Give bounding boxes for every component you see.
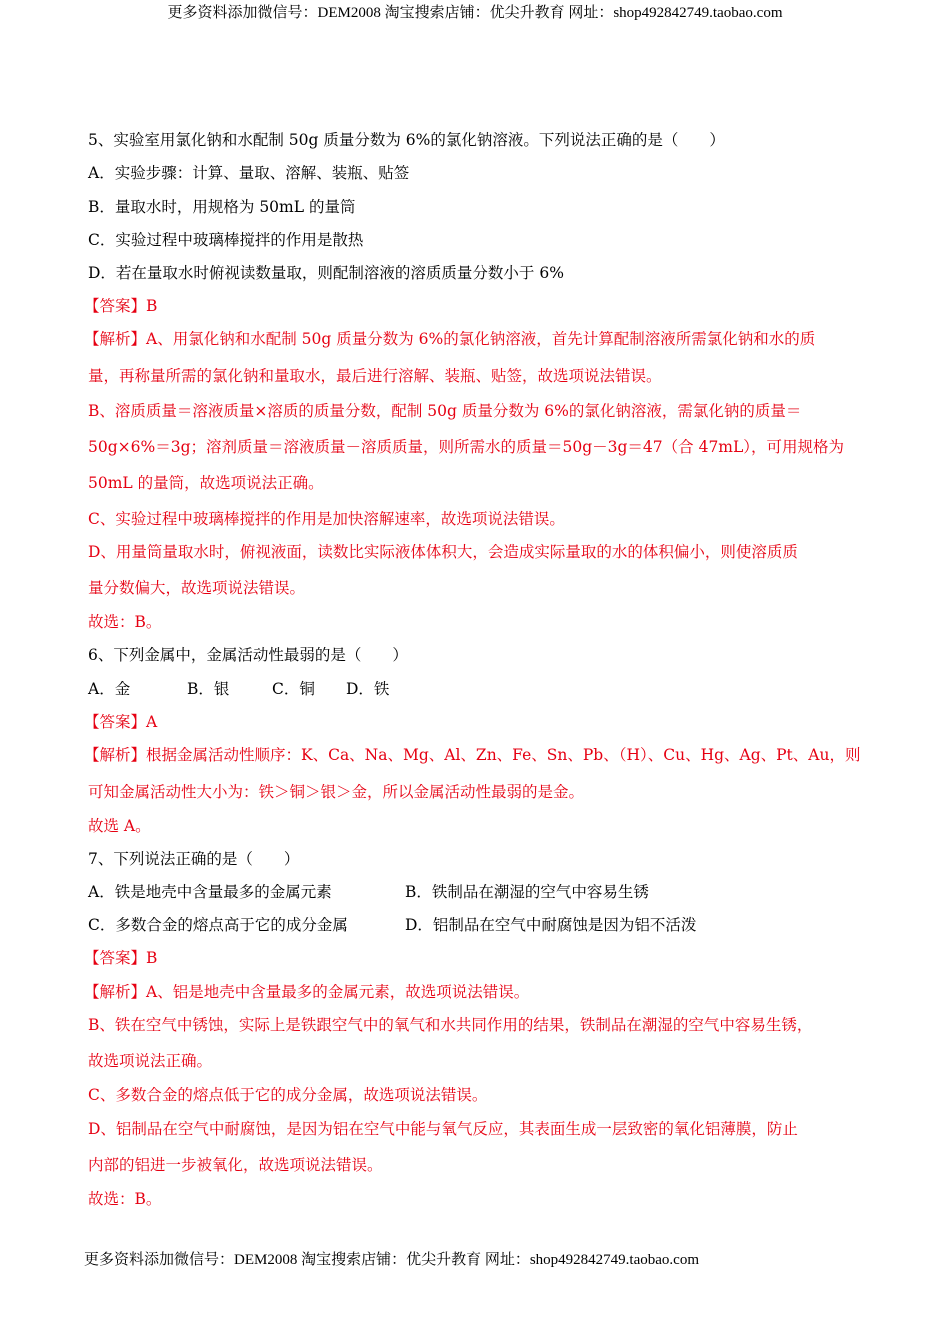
page-footer: 更多资料添加微信号：DEM2008 淘宝搜索店铺：优尖升教育 网址：shop492842749.taobao.com <box>84 1252 699 1268</box>
q5-explanation-line: 50g×6%＝3g；溶剂质量＝溶液质量－溶质质量，则所需水的质量＝50g－3g＝47（合 47mL），可用规格为 <box>88 438 845 456</box>
q5-explanation-line: 【解析】A、用氯化钠和水配制 50g 质量分数为 6%的氯化钠溶液，首先计算配制溶液所需氯化钠和水的质 <box>84 330 816 348</box>
q7-explanation-line: C、多数合金的熔点低于它的成分金属，故选项说法错误。 <box>88 1086 488 1104</box>
q6-explanation-line: 【解析】根据金属活动性顺序：K、Ca、Na、Mg、Al、Zn、Fe、Sn、Pb、（H）、Cu、Hg、Ag、Pt、Au，则 <box>84 746 861 764</box>
q5-conclusion: 故选：B。 <box>88 613 162 631</box>
q7-explanation-line: 故选项说法正确。 <box>88 1052 213 1070</box>
q6-option-c: C．铜 <box>272 680 315 698</box>
q7-stem: 7、下列说法正确的是（ ） <box>88 850 300 868</box>
q6-explanation-line: 可知金属活动性大小为：铁＞铜＞银＞金，所以金属活动性最弱的是金。 <box>88 783 585 801</box>
q5-explanation-line: B、溶质质量＝溶液质量×溶质的质量分数，配制 50g 质量分数为 6%的氯化钠溶液，需氯化钠的质量＝ <box>88 402 802 420</box>
q5-explanation-line: 50mL 的量筒，故选项说法正确。 <box>88 474 324 492</box>
q6-option-b: B．银 <box>187 680 230 698</box>
q7-answer: 【答案】B <box>84 949 158 967</box>
q5-option-b: B．量取水时，用规格为 50mL 的量筒 <box>88 198 356 216</box>
q5-explanation-line: C、实验过程中玻璃棒搅拌的作用是加快溶解速率，故选项说法错误。 <box>88 510 565 528</box>
q7-option-c: C．多数合金的熔点高于它的成分金属 <box>88 916 348 934</box>
q6-answer: 【答案】A <box>84 713 158 731</box>
q5-explanation-line: D、用量筒量取水时，俯视液面，读数比实际液体体积大，会造成实际量取的水的体积偏小，则使溶质质 <box>88 543 798 561</box>
q5-option-a: A．实验步骤：计算、量取、溶解、装瓶、贴签 <box>88 164 410 182</box>
q6-stem: 6、下列金属中，金属活动性最弱的是（ ） <box>88 646 408 664</box>
page-header: 更多资料添加微信号：DEM2008 淘宝搜索店铺：优尖升教育 网址：shop492842749.taobao.com <box>167 5 783 21</box>
q6-option-a: A．金 <box>88 680 131 698</box>
q5-option-d: D．若在量取水时俯视读数量取，则配制溶液的溶质质量分数小于 6% <box>88 264 564 282</box>
q7-conclusion: 故选：B。 <box>88 1190 162 1208</box>
q7-explanation-line: 内部的铝进一步被氧化，故选项说法错误。 <box>88 1156 383 1174</box>
q7-explanation-line: D、铝制品在空气中耐腐蚀，是因为铝在空气中能与氧气反应，其表面生成一层致密的氧化铝薄膜，防止 <box>88 1120 798 1138</box>
q5-explanation-line: 量，再称量所需的氯化钠和量取水，最后进行溶解、装瓶、贴签，故选项说法错误。 <box>88 367 662 385</box>
q7-option-a: A．铁是地壳中含量最多的金属元素 <box>88 883 332 901</box>
q5-stem: 5、实验室用氯化钠和水配制 50g 质量分数为 6%的氯化钠溶液。下列说法正确的是（ ） <box>88 131 725 149</box>
q7-explanation-line: 【解析】A、铝是地壳中含量最多的金属元素，故选项说法错误。 <box>84 983 530 1001</box>
q5-answer: 【答案】B <box>84 297 158 315</box>
q6-option-d: D．铁 <box>346 680 390 698</box>
q5-option-c: C．实验过程中玻璃棒搅拌的作用是散热 <box>88 231 364 249</box>
q5-explanation-line: 量分数偏大，故选项说法错误。 <box>88 579 306 597</box>
q7-explanation-line: B、铁在空气中锈蚀，实际上是铁跟空气中的氧气和水共同作用的结果，铁制品在潮湿的空气中容易生锈， <box>88 1016 813 1034</box>
q7-option-d: D．铝制品在空气中耐腐蚀是因为铝不活泼 <box>405 916 697 934</box>
q6-conclusion: 故选 A。 <box>88 817 151 835</box>
q7-option-b: B．铁制品在潮湿的空气中容易生锈 <box>405 883 649 901</box>
